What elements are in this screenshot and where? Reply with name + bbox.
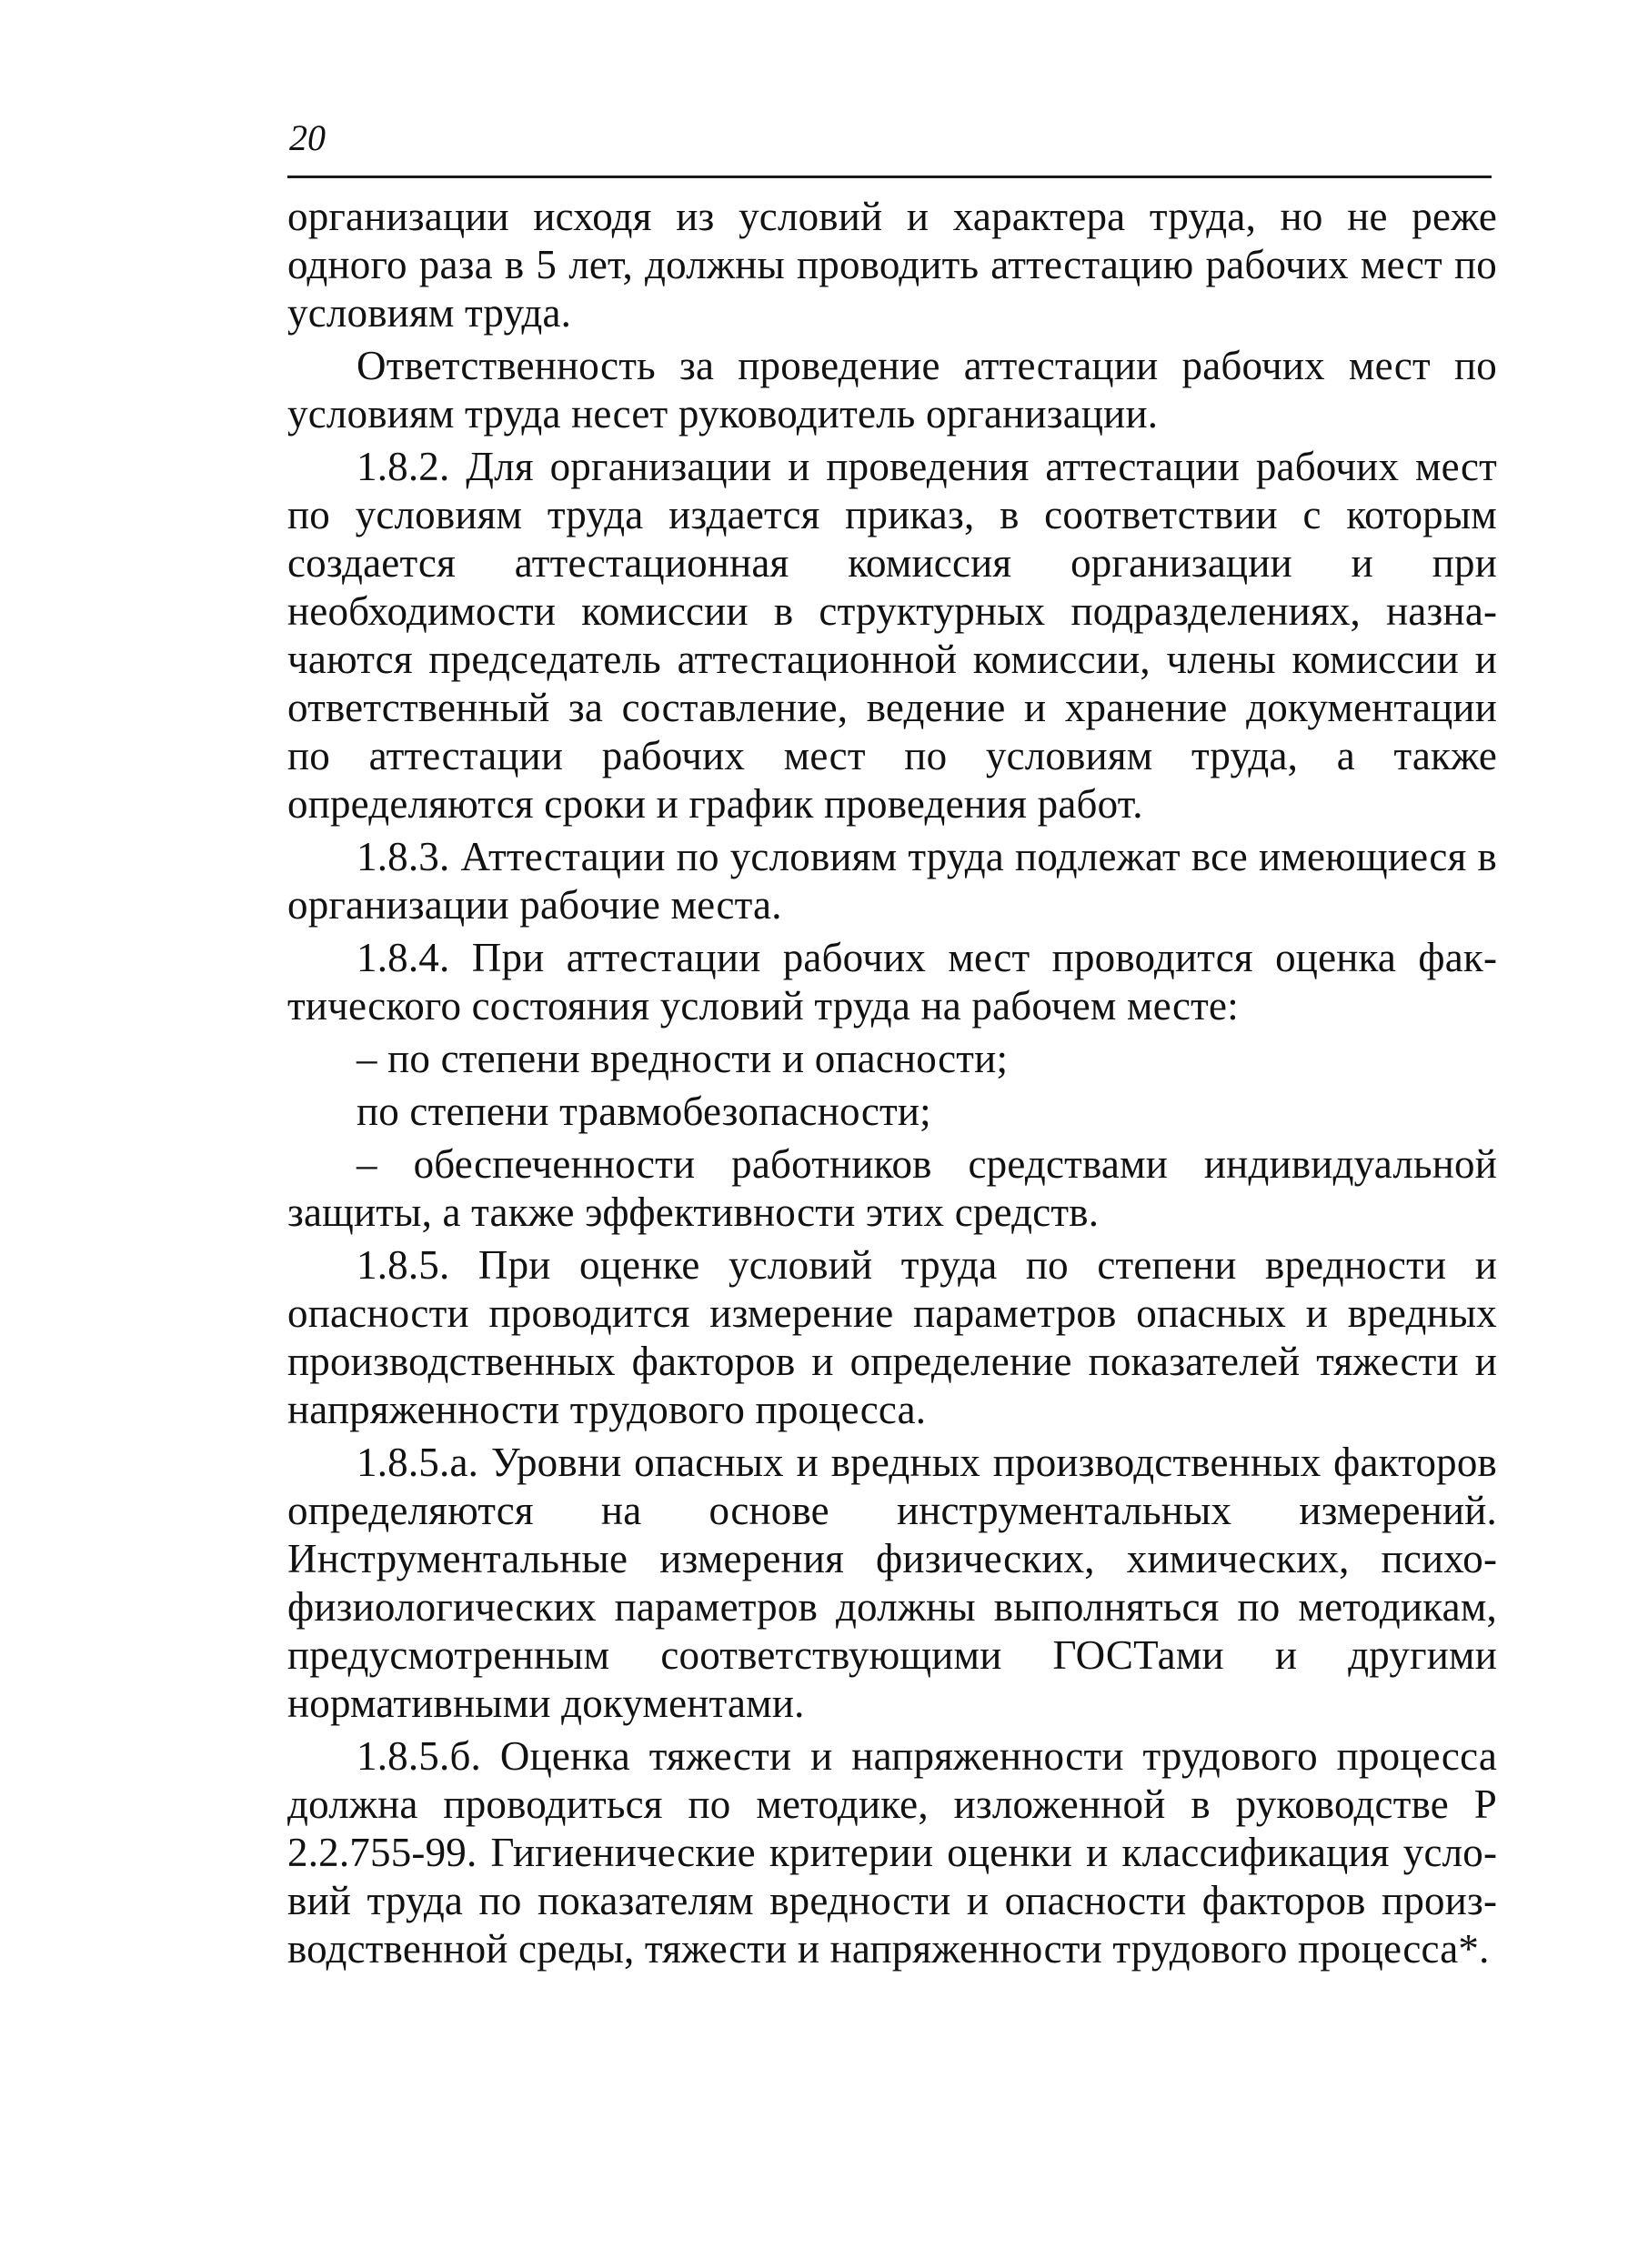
paragraph-responsibility: Ответственность за проведение аттестации рабочих мест по условиям труда несет руководитель организации. — [287, 343, 1497, 437]
paragraph-1-8-3: 1.8.3. Аттестации по условиям труда подлежат все имеющиеся в организации рабочие места. — [287, 834, 1497, 928]
page-number: 20 — [289, 117, 326, 158]
list-item-injury-safety: по степени травмобезопасности; — [357, 1089, 931, 1134]
body-text — [287, 193, 1497, 1973]
paragraph-1-8-5-b: 1.8.5.б. Оценка тяжести и напряженности трудового процесса должна проводиться по методике, изложенной в руководстве Р 2.2.755-99. Гигиенические критерии оценки и классификация условий труда по показателям вредности и опасности факторов производственной среды, тяжести и напряженности трудового процесса*. — [287, 1733, 1497, 1972]
list-item-ppe-provision: – обеспеченности работников средствами индивидуальной защиты, а также эффективности этих средств. — [287, 1141, 1497, 1235]
paragraph-1-8-4: 1.8.4. При аттестации рабочих мест проводится оценка фактического состояния условий труда на рабочем месте: — [287, 935, 1497, 1029]
paragraph-continuation: организации исходя из условий и характера труда, но не реже одного раза в 5 лет, должны проводить аттестацию рабочих мест по условиям труда. — [287, 194, 1497, 336]
paragraph-1-8-5: 1.8.5. При оценке условий труда по степени вредности и опасности проводится измерение параметров опасных и вредных производственных факторов и определение показателей тяжести и напряженности трудового процесса. — [287, 1242, 1497, 1432]
paragraph-1-8-5-a: 1.8.5.а. Уровни опасных и вредных производственных факторов определяются на основе инструментальных измерений. Инструментальные измерения физических, химических, психофизиологических параметров должны выполняться по методикам, предусмотренным соответствующими ГОСТами и другими нормативными документами. — [287, 1440, 1497, 1726]
paragraph-1-8-2: 1.8.2. Для организации и проведения аттестации рабочих мест по условиям труда издается приказ, в соответствии с которым создается аттестационная комиссия организации и при необходимости комиссии в структурных подразделениях, назначаются председатель аттестационной комиссии, члены комиссии и ответственный за составление, ведение и хранение документации по аттестации рабочих мест по условиям труда, а также определяются сроки и график проведения работ. — [287, 444, 1497, 827]
header-rule — [287, 176, 1492, 178]
list-item-hazard-degree: – по степени вредности и опасности; — [357, 1036, 1009, 1081]
